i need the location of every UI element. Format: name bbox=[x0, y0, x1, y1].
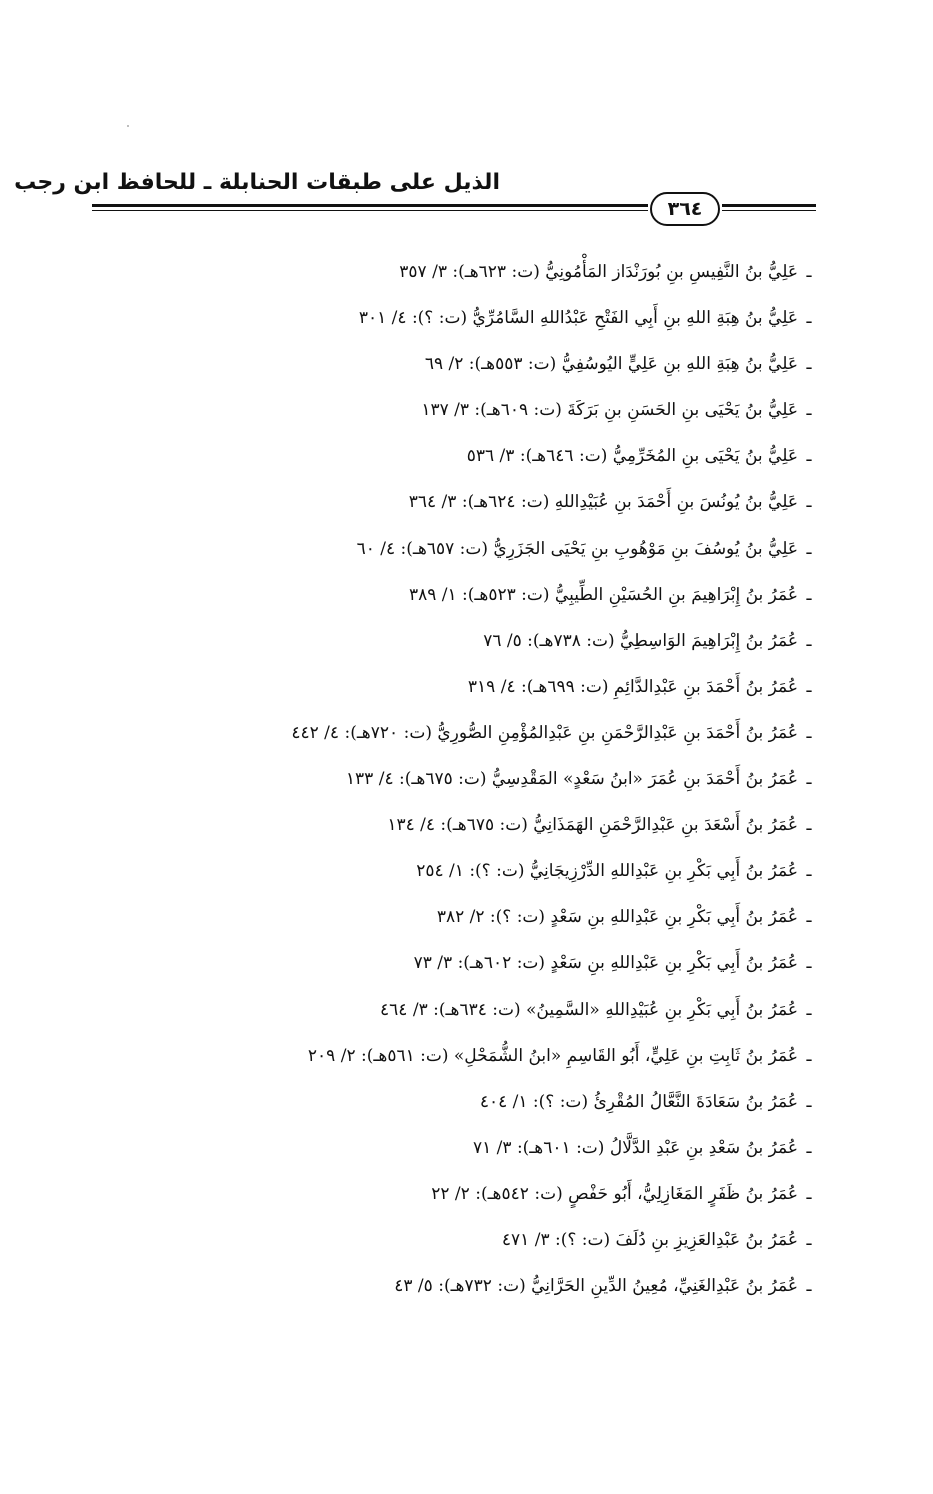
entry-text: عُمَرُ بنُ أَسْعَدَ بنِ عَبْدِالرَّحْمَنِ الهَمَذَانِيُّ (ت: ٦٧٥هـ): ٤/ ١٣٤ bbox=[387, 815, 798, 836]
entry-text: عَلِيُّ بنُ يَحْيَى بنِ المُخَرِّمِيُّ (ت: ٦٤٦هـ): ٣/ ٥٣٦ bbox=[466, 446, 798, 467]
index-entry bbox=[200, 805, 820, 851]
entry-dash: ـ bbox=[806, 815, 812, 836]
entry-text: عُمَرُ بنُ ثَابِتِ بنِ عَلِيٍّ، أَبُو القَاسِمِ «ابنُ الشُّمَحْلِ» (ت: ٥٦١هـ): ٢/ ٢٠٩ bbox=[307, 1045, 798, 1066]
entry-dash: ـ bbox=[806, 630, 812, 651]
entry-text: عُمَرُ بنُ أَبِي بَكْرِ بنِ عَبْدِاللهِ بنِ سَعْدٍ (ت: ٦٠٢هـ): ٣/ ٧٣ bbox=[413, 953, 798, 974]
entry-text: عُمَرُ بنُ سَعَادَةَ النَّعَّالُ المُقْرِئُ (ت: ؟): ١/ ٤٠٤ bbox=[479, 1091, 798, 1112]
entry-text: عُمَرُ بنُ ظَفَرٍ المَغَازِلِيُّ، أَبُو حَفْصٍ (ت: ٥٤٢هـ): ٢/ ٢٢ bbox=[431, 1183, 798, 1204]
index-entry bbox=[200, 482, 820, 528]
entry-text: عَلِيُّ بنُ هِبَةِ اللهِ بنِ عَلِيٍّ اليُوسُفِيُّ (ت: ٥٥٣هـ): ٢/ ٦٩ bbox=[424, 354, 798, 375]
entry-dash: ـ bbox=[806, 584, 812, 605]
index-entry bbox=[200, 1220, 820, 1266]
entry-dash: ـ bbox=[806, 722, 812, 743]
entry-dash: ـ bbox=[806, 400, 812, 421]
index-entries bbox=[200, 252, 820, 1312]
entry-dash: ـ bbox=[806, 1137, 812, 1158]
entry-text: عُمَرُ بنُ أَحْمَدَ بنِ عَبْدِالدَّائِمِ (ت: ٦٩٩هـ): ٤/ ٣١٩ bbox=[467, 676, 798, 697]
index-entry bbox=[200, 252, 820, 298]
index-entry bbox=[200, 759, 820, 805]
scan-speck bbox=[127, 125, 129, 127]
index-entry bbox=[200, 1174, 820, 1220]
index-entry bbox=[200, 1082, 820, 1128]
entry-dash: ـ bbox=[806, 308, 812, 329]
entry-dash: ـ bbox=[806, 1276, 812, 1297]
entry-dash: ـ bbox=[806, 1091, 812, 1112]
index-entry bbox=[200, 851, 820, 897]
entry-text: عُمَرُ بنُ سَعْدِ بنِ عَبْدِ الدَّلَّالُ (ت: ٦٠١هـ): ٣/ ٧١ bbox=[473, 1137, 798, 1158]
index-entry bbox=[200, 1036, 820, 1082]
index-entry bbox=[200, 621, 820, 667]
header-rule-left-thick bbox=[92, 204, 648, 207]
index-entry bbox=[200, 897, 820, 943]
index-entry bbox=[200, 344, 820, 390]
entry-dash: ـ bbox=[806, 446, 812, 467]
header-rule-right-thin bbox=[722, 210, 816, 211]
entry-text: عَلِيُّ بنُ النَّفِيسِ بنِ بُورَنْدَاز المَأْمُونِيُّ (ت: ٦٢٣هـ): ٣/ ٣٥٧ bbox=[399, 262, 798, 282]
index-entry bbox=[200, 1128, 820, 1174]
entry-text: عَلِيُّ بنُ يُونُسَ بنِ أَحْمَدَ بنِ عُبَيْدِاللهِ (ت: ٦٢٤هـ): ٣/ ٣٦٤ bbox=[408, 492, 798, 513]
entry-dash: ـ bbox=[806, 538, 812, 559]
entry-dash: ـ bbox=[806, 769, 812, 790]
index-entry bbox=[200, 298, 820, 344]
index-entry bbox=[200, 713, 820, 759]
entry-text: عُمَرُ بنُ إِبْرَاهِيمَ الوَاسِطِيُّ (ت: ٧٣٨هـ): ٥/ ٧٦ bbox=[483, 630, 798, 651]
header-rule-right-thick bbox=[722, 204, 816, 207]
entry-text: عُمَرُ بنُ إِبْرَاهِيمَ بنِ الحُسَيْنِ الطِّيبِيُّ (ت: ٥٢٣هـ): ١/ ٣٨٩ bbox=[408, 584, 798, 605]
entry-text: عَلِيُّ بنُ هِبَةِ اللهِ بنِ أَبِي الفَتْحِ عَبْدُاللهِ السَّامُرِّيُّ (ت: ؟): ٤/ ٣٠١ bbox=[358, 308, 798, 329]
entry-text: عُمَرُ بنُ أَحْمَدَ بنِ عُمَرَ «ابنُ سَعْدٍ» المَقْدِسِيُّ (ت: ٦٧٥هـ): ٤/ ١٣٣ bbox=[345, 769, 798, 790]
entry-dash: ـ bbox=[806, 262, 812, 282]
index-entry bbox=[200, 390, 820, 436]
entry-text: عُمَرُ بنُ أَبِي بَكْرِ بنِ عَبْدِاللهِ بنِ سَعْدٍ (ت: ؟): ٢/ ٣٨٢ bbox=[436, 907, 798, 928]
entry-dash: ـ bbox=[806, 1229, 812, 1250]
index-entry bbox=[200, 990, 820, 1036]
entry-dash: ـ bbox=[806, 953, 812, 974]
entry-dash: ـ bbox=[806, 907, 812, 928]
entry-dash: ـ bbox=[806, 861, 812, 882]
index-entry bbox=[200, 1266, 820, 1312]
entry-dash: ـ bbox=[806, 676, 812, 697]
entry-text: عُمَرُ بنُ أَحْمَدَ بنِ عَبْدِالرَّحْمَنِ بنِ عَبْدِالمُؤْمِنِ الصُّورِيُّ (ت: ٧٢٠هـ): ٤/ ٤٤٢ bbox=[291, 722, 798, 743]
entry-text: عُمَرُ بنُ عَبْدِالعَزِيزِ بنِ دُلَفَ (ت: ؟): ٣/ ٤٧١ bbox=[501, 1229, 798, 1250]
entry-dash: ـ bbox=[806, 1045, 812, 1066]
index-entry bbox=[200, 667, 820, 713]
entry-text: عَلِيُّ بنُ يَحْيَى بنِ الحَسَنِ بنِ بَرَكَةَ (ت: ٦٠٩هـ): ٣/ ١٣٧ bbox=[421, 400, 798, 421]
running-title: الذيل على طبقات الحنابلة ـ للحافظ ابن رجب bbox=[14, 170, 500, 195]
entry-text: عُمَرُ بنُ عَبْدِالغَنِيِّ، مُعِينُ الدِّينِ الحَرَّانِيُّ (ت: ٧٣٢هـ): ٥/ ٤٣ bbox=[394, 1276, 798, 1297]
index-entry bbox=[200, 575, 820, 621]
index-entry bbox=[200, 943, 820, 989]
entry-dash: ـ bbox=[806, 354, 812, 375]
entry-dash: ـ bbox=[806, 999, 812, 1020]
entry-dash: ـ bbox=[806, 492, 812, 513]
entry-dash: ـ bbox=[806, 1183, 812, 1204]
header-rule-left-thin bbox=[92, 210, 648, 211]
index-entry bbox=[200, 436, 820, 482]
entry-text: عُمَرُ بنُ أَبِي بَكْرِ بنِ عُبَيْدِاللهِ «السَّمِينُ» (ت: ٦٣٤هـ): ٣/ ٤٦٤ bbox=[380, 999, 798, 1020]
page-number: ٣٦٤ bbox=[650, 192, 720, 226]
entry-text: عُمَرُ بنُ أَبِي بَكْرِ بنِ عَبْدِاللهِ الدِّرْزِيجَانِيُّ (ت: ؟): ١/ ٢٥٤ bbox=[416, 861, 798, 882]
entry-text: عَلِيُّ بنُ يُوسُفَ بنِ مَوْهُوبِ بنِ يَحْيَى الجَزَرِيُّ (ت: ٦٥٧هـ): ٤/ ٦٠ bbox=[356, 538, 798, 559]
index-entry bbox=[200, 529, 820, 575]
